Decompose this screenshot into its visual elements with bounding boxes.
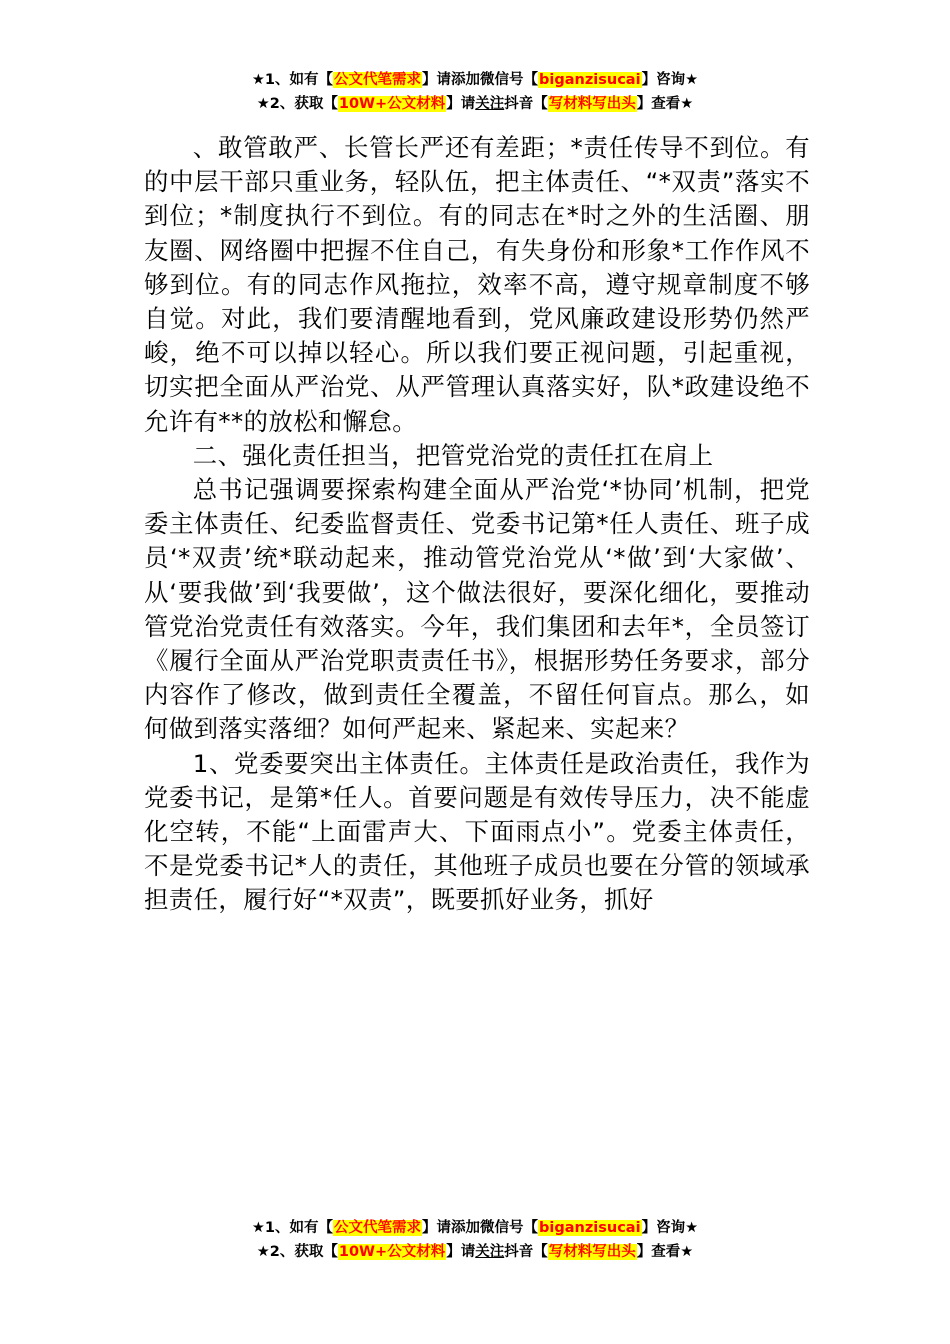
banner-text: 】咨询★ bbox=[641, 72, 699, 88]
banner-text: 】请 bbox=[446, 1244, 476, 1260]
banner-text: 】请添加微信号【 bbox=[422, 72, 539, 88]
banner-text: 抖音【 bbox=[504, 96, 548, 112]
banner-text: ★1、如有【 bbox=[251, 1220, 334, 1236]
section-heading: 二、强化责任担当，把管党治党的责任扛在肩上 bbox=[192, 440, 714, 470]
paragraph-party-committee: 1、党委要突出主体责任。主体责任是政治责任，我作为党委书记，是第*任人。首要问题是有效传导压力，决不能虚化空转，不能“上面雷声大、下面雨点小”。党委主体责任，不是党委书记*人的责任，其他班子成员也要在分管的领域承担责任，履行好“*双责”，既要抓好业务，抓好 bbox=[144, 748, 810, 915]
banner-line-2 bbox=[0, 92, 950, 116]
banner-text: 】查看★ bbox=[636, 1244, 694, 1260]
highlight-douyin-account: 写材料写出头 bbox=[548, 1244, 636, 1260]
header-banner bbox=[0, 68, 950, 116]
banner-text: 抖音【 bbox=[504, 1244, 548, 1260]
banner-text: 】查看★ bbox=[636, 96, 694, 112]
banner-line-1 bbox=[0, 1216, 950, 1240]
underlined-follow: 关注 bbox=[475, 96, 505, 112]
highlight-douyin-account: 写材料写出头 bbox=[548, 96, 636, 112]
highlight-materials: 10W+公文材料 bbox=[338, 1244, 446, 1260]
banner-text: ★2、获取【 bbox=[256, 96, 338, 112]
banner-text: 】请添加微信号【 bbox=[422, 1220, 539, 1236]
banner-text: ★1、如有【 bbox=[251, 72, 334, 88]
banner-line-1 bbox=[0, 68, 950, 92]
highlight-service: 公文代笔需求 bbox=[334, 1220, 422, 1236]
highlight-wechat-id: biganzisucai bbox=[539, 1220, 641, 1236]
underlined-follow: 关注 bbox=[475, 1244, 505, 1260]
document-body bbox=[144, 131, 810, 918]
footer-banner bbox=[0, 1216, 950, 1264]
highlight-materials: 10W+公文材料 bbox=[338, 96, 446, 112]
paragraph-responsibility: 总书记强调要探索构建全面从严治党‘*协同’机制，把党委主体责任、纪委监督责任、党委书记第*任人责任、班子成员‘*双责’统*联动起来，推动管党治党从‘*做’到‘大家做’、从‘要我做’到‘我要做’，这个做法很好，要深化细化，要推动管党治党责任有效落实。今年，我们集团和去年*，全员签订《履行全面从严治党职责责任书》，根据形势任务要求，部分内容作了修改，做到责任全覆盖，不留任何盲点。那么，如何做到落实落细？如何严起来、紧起来、实起来？ bbox=[144, 475, 810, 744]
banner-text: 】请 bbox=[446, 96, 476, 112]
banner-text: ★2、获取【 bbox=[256, 1244, 338, 1260]
banner-line-2 bbox=[0, 1240, 950, 1264]
banner-text: 】咨询★ bbox=[641, 1220, 699, 1236]
highlight-wechat-id: biganzisucai bbox=[539, 72, 641, 88]
highlight-service: 公文代笔需求 bbox=[334, 72, 422, 88]
paragraph-problems: 、敢管敢严、长管长严还有差距；*责任传导不到位。有的中层干部只重业务，轻队伍，把主体责任、“*双责”落实不到位；*制度执行不到位。有的同志在*时之外的生活圈、朋友圈、网络圈中把握不住自己，有失身份和形象*工作作风不够到位。有的同志作风拖拉，效率不高，遵守规章制度不够自觉。对此，我们要清醒地看到，党风廉政建设形势仍然严峻，绝不可以掉以轻心。所以我们要正视问题，引起重视，切实把全面从严治党、从严管理认真落实好，队*政建设绝不允许有**的放松和懈怠。 bbox=[144, 133, 810, 436]
